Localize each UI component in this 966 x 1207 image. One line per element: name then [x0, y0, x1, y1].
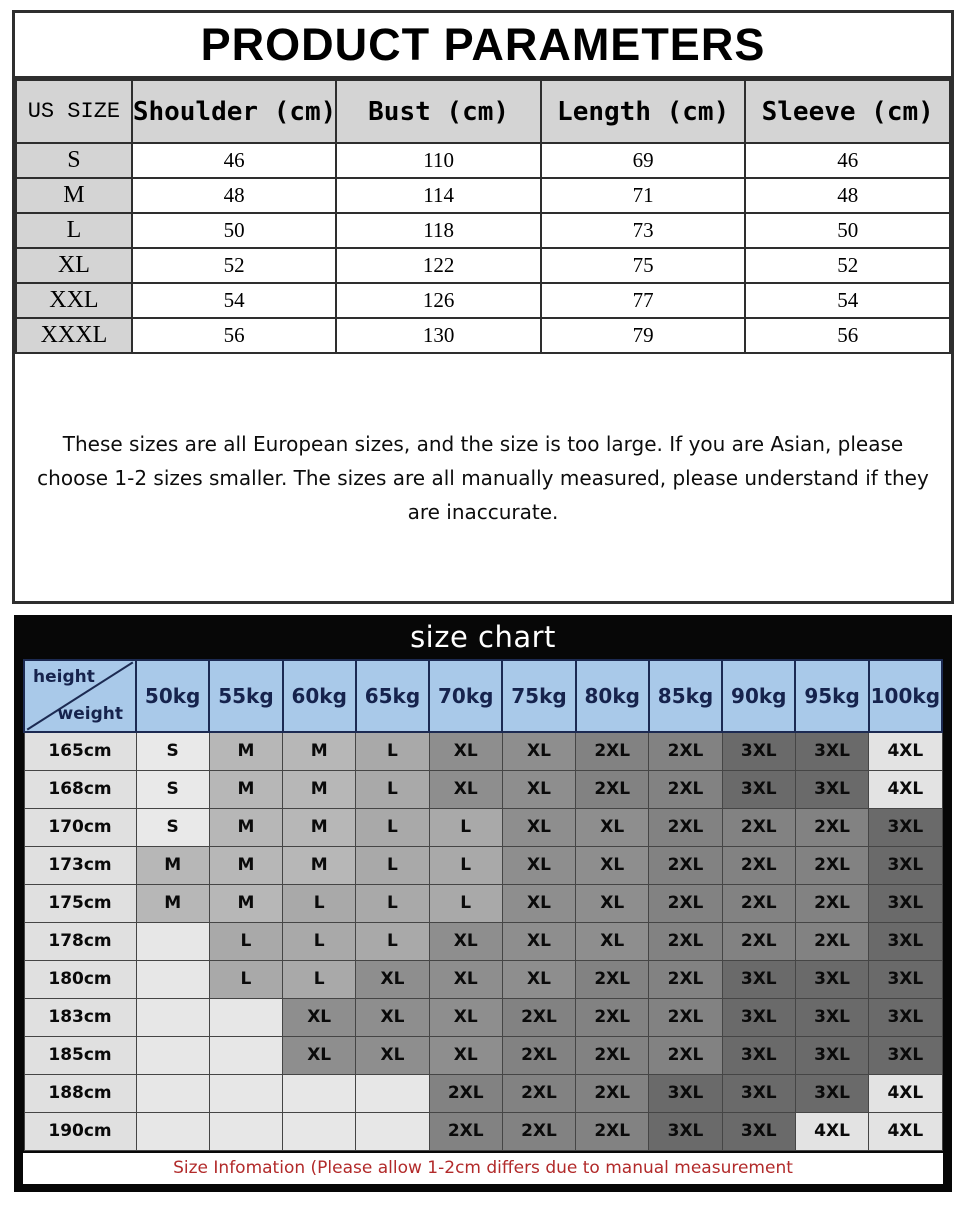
param-value-cell: 79: [541, 318, 746, 353]
size-cell: L: [356, 732, 429, 770]
param-value-cell: 122: [336, 248, 541, 283]
size-cell: XL: [356, 960, 429, 998]
size-cell: XL: [283, 1036, 356, 1074]
size-cell: 4XL: [869, 770, 942, 808]
weight-header-cell: 65kg: [356, 660, 429, 732]
size-chart-row: [24, 922, 942, 960]
size-cell: 2XL: [502, 1036, 575, 1074]
size-cell: 2XL: [502, 1074, 575, 1112]
size-chart-row: [24, 1074, 942, 1112]
size-cell: XL: [283, 998, 356, 1036]
size-cell: 2XL: [576, 732, 649, 770]
size-cell: [136, 1074, 209, 1112]
size-cell: L: [209, 960, 282, 998]
param-table-row: [16, 283, 950, 318]
weight-header-cell: 55kg: [209, 660, 282, 732]
size-cell: 2XL: [649, 770, 722, 808]
size-cell: 3XL: [869, 884, 942, 922]
weight-header-cell: 50kg: [136, 660, 209, 732]
param-value-cell: 48: [132, 178, 337, 213]
size-cell: 3XL: [649, 1074, 722, 1112]
size-cell: 4XL: [795, 1112, 868, 1150]
size-cell: 2XL: [795, 884, 868, 922]
height-label-cell: 190cm: [24, 1112, 136, 1150]
us-size-cell: M: [16, 178, 132, 213]
size-cell: M: [209, 732, 282, 770]
weight-header-cell: 70kg: [429, 660, 502, 732]
size-cell: 2XL: [795, 922, 868, 960]
size-cell: L: [429, 808, 502, 846]
weight-header-cell: 75kg: [502, 660, 575, 732]
size-cell: 2XL: [722, 846, 795, 884]
param-value-cell: 75: [541, 248, 746, 283]
size-chart-row: [24, 998, 942, 1036]
size-chart-row: [24, 808, 942, 846]
size-cell: 3XL: [722, 998, 795, 1036]
size-cell: 2XL: [502, 1112, 575, 1150]
size-cell: [356, 1074, 429, 1112]
size-cell: 2XL: [502, 998, 575, 1036]
us-size-cell: XL: [16, 248, 132, 283]
size-cell: 3XL: [795, 732, 868, 770]
size-cell: 2XL: [649, 808, 722, 846]
size-cell: L: [356, 922, 429, 960]
param-table-row: [16, 318, 950, 353]
size-cell: XL: [502, 922, 575, 960]
size-cell: L: [356, 808, 429, 846]
param-value-cell: 54: [745, 283, 950, 318]
weight-header-cell: 60kg: [283, 660, 356, 732]
size-cell: 2XL: [722, 884, 795, 922]
size-cell: 3XL: [869, 960, 942, 998]
size-cell: [283, 1112, 356, 1150]
size-cell: 2XL: [722, 922, 795, 960]
size-cell: S: [136, 808, 209, 846]
corner-height-label: height: [33, 667, 95, 687]
size-cell: S: [136, 732, 209, 770]
us-size-cell: L: [16, 213, 132, 248]
size-chart-row: [24, 1112, 942, 1150]
size-cell: 2XL: [649, 884, 722, 922]
height-label-cell: 178cm: [24, 922, 136, 960]
size-cell: 2XL: [576, 1074, 649, 1112]
size-cell: 3XL: [795, 1074, 868, 1112]
size-cell: [136, 922, 209, 960]
height-label-cell: 185cm: [24, 1036, 136, 1074]
size-cell: 2XL: [576, 770, 649, 808]
height-label-cell: 188cm: [24, 1074, 136, 1112]
size-cell: 2XL: [576, 1112, 649, 1150]
page-title: PRODUCT PARAMETERS: [15, 13, 951, 79]
size-cell: M: [136, 846, 209, 884]
size-cell: XL: [576, 884, 649, 922]
size-cell: [209, 1036, 282, 1074]
size-chart-row: [24, 732, 942, 770]
size-cell: M: [283, 808, 356, 846]
size-cell: 3XL: [869, 998, 942, 1036]
us-size-header: US SIZE: [16, 80, 132, 143]
size-cell: M: [209, 808, 282, 846]
size-cell: 2XL: [649, 960, 722, 998]
size-cell: M: [209, 846, 282, 884]
corner-weight-label: weight: [57, 704, 124, 724]
size-cell: 4XL: [869, 1074, 942, 1112]
height-label-cell: 168cm: [24, 770, 136, 808]
param-value-cell: 46: [745, 143, 950, 178]
size-cell: 4XL: [869, 1112, 942, 1150]
param-value-cell: 52: [132, 248, 337, 283]
size-cell: 2XL: [576, 1036, 649, 1074]
size-cell: 2XL: [576, 960, 649, 998]
size-cell: M: [283, 846, 356, 884]
size-chart-row: [24, 846, 942, 884]
size-cell: XL: [502, 960, 575, 998]
size-cell: XL: [502, 846, 575, 884]
size-chart-footer: Size Infomation (Please allow 1-2cm differs due to manual measurement: [23, 1153, 943, 1184]
size-cell: M: [283, 732, 356, 770]
param-value-cell: 56: [132, 318, 337, 353]
weight-header-cell: 90kg: [722, 660, 795, 732]
weight-header-cell: 85kg: [649, 660, 722, 732]
size-cell: L: [356, 846, 429, 884]
size-cell: [356, 1112, 429, 1150]
size-cell: 3XL: [869, 808, 942, 846]
size-cell: XL: [502, 732, 575, 770]
size-chart-row: [24, 960, 942, 998]
size-cell: 2XL: [722, 808, 795, 846]
size-cell: [136, 1036, 209, 1074]
param-value-cell: 126: [336, 283, 541, 318]
size-cell: XL: [356, 1036, 429, 1074]
param-table-row: [16, 213, 950, 248]
size-cell: M: [209, 770, 282, 808]
size-chart-section: [14, 615, 952, 1192]
param-value-cell: 50: [132, 213, 337, 248]
size-cell: XL: [502, 808, 575, 846]
size-cell: XL: [429, 998, 502, 1036]
size-cell: XL: [429, 770, 502, 808]
size-cell: [209, 1074, 282, 1112]
height-weight-corner-cell: [24, 660, 136, 732]
shoulder-header: Shoulder (cm): [132, 80, 337, 143]
param-value-cell: 54: [132, 283, 337, 318]
size-cell: 2XL: [429, 1074, 502, 1112]
size-chart-row: [24, 884, 942, 922]
size-cell: L: [429, 846, 502, 884]
param-value-cell: 69: [541, 143, 746, 178]
size-cell: L: [283, 922, 356, 960]
param-value-cell: 56: [745, 318, 950, 353]
size-cell: [136, 1112, 209, 1150]
size-cell: L: [283, 960, 356, 998]
param-value-cell: 130: [336, 318, 541, 353]
param-value-cell: 114: [336, 178, 541, 213]
param-table-row: [16, 178, 950, 213]
size-cell: L: [356, 770, 429, 808]
size-cell: 2XL: [649, 732, 722, 770]
size-cell: 2XL: [429, 1112, 502, 1150]
size-cell: [136, 998, 209, 1036]
size-cell: 3XL: [795, 960, 868, 998]
size-cell: 2XL: [649, 846, 722, 884]
size-cell: 3XL: [869, 922, 942, 960]
size-cell: 4XL: [869, 732, 942, 770]
us-size-cell: XXXL: [16, 318, 132, 353]
size-cell: 2XL: [649, 1036, 722, 1074]
size-cell: 3XL: [795, 998, 868, 1036]
param-table-header-row: [16, 80, 950, 143]
param-value-cell: 71: [541, 178, 746, 213]
size-cell: XL: [576, 808, 649, 846]
param-table-row: [16, 248, 950, 283]
size-chart-body: [24, 732, 942, 1150]
param-value-cell: 52: [745, 248, 950, 283]
size-cell: 2XL: [576, 998, 649, 1036]
size-cell: [283, 1074, 356, 1112]
height-label-cell: 165cm: [24, 732, 136, 770]
param-value-cell: 77: [541, 283, 746, 318]
size-cell: 3XL: [795, 770, 868, 808]
size-cell: M: [136, 884, 209, 922]
size-cell: 2XL: [649, 998, 722, 1036]
size-cell: XL: [576, 846, 649, 884]
size-cell: 3XL: [869, 846, 942, 884]
height-label-cell: 175cm: [24, 884, 136, 922]
page: [0, 10, 966, 1207]
size-cell: 2XL: [795, 846, 868, 884]
size-note-area: [15, 354, 951, 601]
size-cell: 2XL: [795, 808, 868, 846]
size-cell: 3XL: [722, 732, 795, 770]
size-cell: 3XL: [722, 960, 795, 998]
us-size-cell: XXL: [16, 283, 132, 318]
size-cell: 3XL: [722, 1112, 795, 1150]
height-label-cell: 170cm: [24, 808, 136, 846]
height-label-cell: 180cm: [24, 960, 136, 998]
size-chart-header-row: [24, 660, 942, 732]
size-chart-row: [24, 1036, 942, 1074]
param-value-cell: 110: [336, 143, 541, 178]
size-cell: 3XL: [722, 1036, 795, 1074]
product-parameters-section: [12, 10, 954, 604]
size-cell: 3XL: [795, 1036, 868, 1074]
param-value-cell: 50: [745, 213, 950, 248]
param-value-cell: 118: [336, 213, 541, 248]
size-cell: L: [356, 884, 429, 922]
size-cell: 3XL: [722, 1074, 795, 1112]
size-cell: XL: [429, 732, 502, 770]
size-cell: [209, 1112, 282, 1150]
size-cell: XL: [576, 922, 649, 960]
size-cell: L: [283, 884, 356, 922]
size-cell: XL: [429, 1036, 502, 1074]
param-value-cell: 48: [745, 178, 950, 213]
length-header: Length (cm): [541, 80, 746, 143]
bust-header: Bust (cm): [336, 80, 541, 143]
size-cell: XL: [502, 884, 575, 922]
size-cell: 3XL: [649, 1112, 722, 1150]
weight-header-cell: 80kg: [576, 660, 649, 732]
size-cell: 2XL: [649, 922, 722, 960]
size-chart-table: [23, 659, 943, 1151]
size-cell: 3XL: [869, 1036, 942, 1074]
size-cell: M: [283, 770, 356, 808]
size-cell: L: [429, 884, 502, 922]
param-table-body: [16, 143, 950, 353]
height-label-cell: 183cm: [24, 998, 136, 1036]
height-label-cell: 173cm: [24, 846, 136, 884]
size-cell: M: [209, 884, 282, 922]
size-cell: [209, 998, 282, 1036]
size-cell: L: [209, 922, 282, 960]
param-value-cell: 46: [132, 143, 337, 178]
weight-header-cell: 95kg: [795, 660, 868, 732]
param-table: [15, 79, 951, 354]
param-value-cell: 73: [541, 213, 746, 248]
param-table-row: [16, 143, 950, 178]
us-size-cell: S: [16, 143, 132, 178]
size-cell: XL: [429, 960, 502, 998]
size-cell: 3XL: [722, 770, 795, 808]
size-note: These sizes are all European sizes, and the size is too large. If you are Asian, please choose 1-2 sizes smaller. The sizes are all manually measured, please understand if they are inaccurate.: [37, 431, 929, 524]
size-chart-row: [24, 770, 942, 808]
weight-header-cell: 100kg: [869, 660, 942, 732]
size-cell: S: [136, 770, 209, 808]
size-cell: [136, 960, 209, 998]
size-cell: XL: [429, 922, 502, 960]
sleeve-header: Sleeve (cm): [745, 80, 950, 143]
size-chart-title: size chart: [410, 620, 556, 654]
size-cell: XL: [502, 770, 575, 808]
size-cell: XL: [356, 998, 429, 1036]
